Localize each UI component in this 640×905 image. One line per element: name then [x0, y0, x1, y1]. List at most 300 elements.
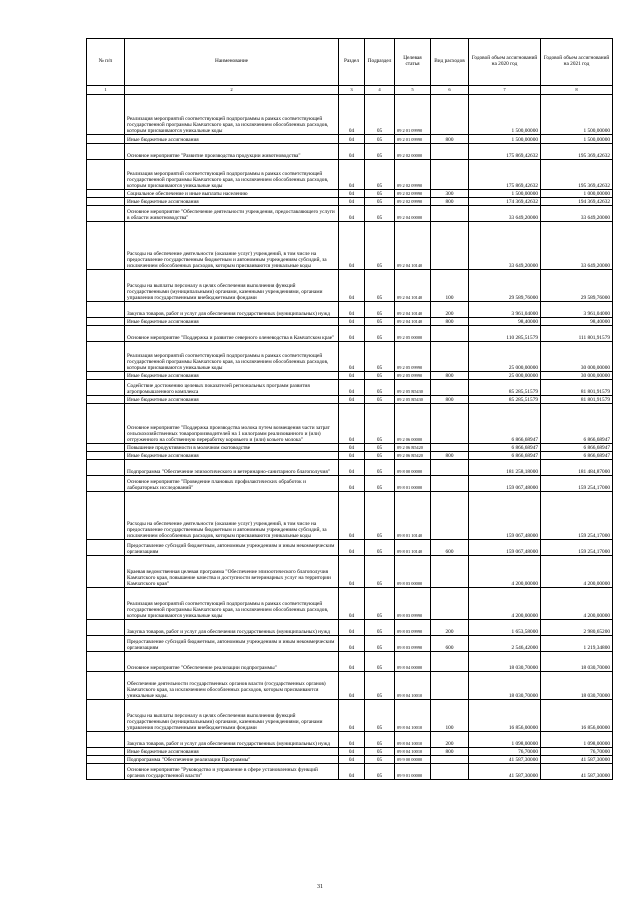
cell-csr: 09 2 05 R5430	[395, 380, 431, 396]
cell-razdel: 04	[339, 636, 365, 652]
cell-podrazdel: 05	[365, 380, 395, 396]
table-row	[87, 302, 613, 318]
table-row	[87, 318, 613, 326]
table-row	[87, 732, 613, 748]
cell-sum-2020: 159 067,48000	[469, 476, 541, 492]
cell-vr: 800	[431, 318, 469, 326]
cell-vr: 800	[431, 372, 469, 380]
cell-num	[87, 652, 125, 672]
cell-podrazdel: 05	[365, 135, 395, 144]
cell-sum-2020: 76,70000	[469, 748, 541, 756]
cell-name: Предоставление субсидий бюджетным, автономным учреждениям и иным некоммерческим организациям	[125, 636, 339, 652]
cell-csr: 09 8 04 10010	[395, 732, 431, 748]
cell-csr: 09 2 02 00000	[395, 144, 431, 160]
cell-podrazdel: 05	[365, 302, 395, 318]
cell-csr: 09 9 00 00000	[395, 756, 431, 764]
cell-podrazdel: 05	[365, 270, 395, 302]
cell-sum-2021: 16 856,00000	[541, 700, 613, 732]
cell-name: Иные бюджетные ассигнования	[125, 198, 339, 206]
cell-vr: 600	[431, 636, 469, 652]
cell-sum-2020: 98,40000	[469, 318, 541, 326]
cell-csr: 09 2 06 R5420	[395, 452, 431, 460]
table-row	[87, 222, 613, 270]
cell-razdel: 04	[339, 492, 365, 540]
cell-sum-2021: 6 866,68947	[541, 452, 613, 460]
cell-sum-2020: 18 030,70000	[469, 672, 541, 700]
cell-razdel: 04	[339, 620, 365, 636]
table-row	[87, 198, 613, 206]
cell-vr	[431, 588, 469, 620]
cell-sum-2020: 1 500,00000	[469, 190, 541, 198]
cell-csr: 09 2 05 09990	[395, 342, 431, 372]
cell-vr	[431, 206, 469, 222]
cell-name: Содействие достижению целевых показателей региональных программ развития агропромышленного комплекса	[125, 380, 339, 396]
cell-razdel: 04	[339, 396, 365, 404]
table-row	[87, 492, 613, 540]
header-row	[87, 39, 613, 86]
cell-podrazdel: 05	[365, 404, 395, 444]
cell-sum-2020: 1 098,00000	[469, 732, 541, 748]
cell-num	[87, 636, 125, 652]
cell-podrazdel: 05	[365, 700, 395, 732]
table-row	[87, 444, 613, 452]
table-row	[87, 460, 613, 476]
cell-razdel: 04	[339, 160, 365, 190]
cell-vr	[431, 222, 469, 270]
cell-name: Закупка товаров, работ и услуг для обеспечения государственных (муниципальных) нужд	[125, 302, 339, 318]
column-number: 8	[541, 86, 613, 95]
cell-razdel: 04	[339, 302, 365, 318]
cell-sum-2020: 41 587,30000	[469, 764, 541, 780]
cell-podrazdel: 05	[365, 190, 395, 198]
cell-sum-2021: 159 254,17000	[541, 540, 613, 556]
cell-vr	[431, 380, 469, 396]
cell-sum-2021: 181 484,87000	[541, 460, 613, 476]
cell-razdel: 04	[339, 700, 365, 732]
cell-csr: 09 2 02 09990	[395, 160, 431, 190]
cell-csr: 09 2 04 10140	[395, 318, 431, 326]
cell-sum-2020: 29 589,76000	[469, 270, 541, 302]
table-row	[87, 700, 613, 732]
table-row	[87, 160, 613, 190]
cell-razdel: 04	[339, 556, 365, 588]
cell-num	[87, 144, 125, 160]
cell-vr: 800	[431, 135, 469, 144]
cell-podrazdel: 05	[365, 326, 395, 342]
cell-sum-2021: 98,40000	[541, 318, 613, 326]
cell-sum-2020: 6 866,68947	[469, 404, 541, 444]
cell-sum-2021: 111 801,91579	[541, 326, 613, 342]
cell-vr	[431, 652, 469, 672]
cell-num	[87, 404, 125, 444]
cell-podrazdel: 05	[365, 620, 395, 636]
cell-vr	[431, 672, 469, 700]
cell-sum-2021: 194 369,42632	[541, 198, 613, 206]
cell-sum-2020: 175 869,42632	[469, 160, 541, 190]
header-num: № п/п	[87, 39, 125, 86]
cell-name: Расходы на выплаты персоналу в целях обеспечения выполнения функций государственными (муниципальными) органами, казенными учреждениями, органами управления государственными внебюджетными фондами	[125, 270, 339, 302]
cell-name: Реализация мероприятий соответствующей подпрограммы в рамках соответствующей государственной программы Камчатского края, за исключением обособленных расходов, которым присваиваются уникальные коды	[125, 342, 339, 372]
cell-sum-2020: 3 961,04000	[469, 302, 541, 318]
cell-podrazdel: 05	[365, 342, 395, 372]
table-body	[87, 95, 613, 780]
cell-sum-2020: 4 200,00000	[469, 588, 541, 620]
cell-csr: 09 2 04 00000	[395, 206, 431, 222]
cell-sum-2021: 33 649,20000	[541, 222, 613, 270]
cell-num	[87, 326, 125, 342]
cell-num	[87, 222, 125, 270]
cell-sum-2020: 6 866,68947	[469, 452, 541, 460]
table-row	[87, 326, 613, 342]
cell-vr	[431, 160, 469, 190]
cell-podrazdel: 05	[365, 444, 395, 452]
cell-num	[87, 135, 125, 144]
cell-vr: 800	[431, 452, 469, 460]
cell-podrazdel: 05	[365, 556, 395, 588]
table-row	[87, 620, 613, 636]
table-row	[87, 144, 613, 160]
cell-vr: 200	[431, 620, 469, 636]
cell-csr: 09 2 01 09990	[395, 95, 431, 135]
cell-name: Иные бюджетные ассигнования	[125, 452, 339, 460]
cell-razdel: 04	[339, 444, 365, 452]
cell-vr: 200	[431, 732, 469, 748]
cell-name: Предоставление субсидий бюджетным, автономным учреждениям и иным некоммерческим организациям	[125, 540, 339, 556]
header-csr: Целевая статья	[395, 39, 431, 86]
cell-podrazdel: 05	[365, 160, 395, 190]
cell-csr: 09 8 04 10010	[395, 748, 431, 756]
cell-sum-2020: 159 067,48000	[469, 540, 541, 556]
cell-name: Краевая ведомственная целевая программа "Обеспечение эпизоотического благополучия Камчатского края, повышение качества и доступности ветеринарных услуг на территории Камчатского края"	[125, 556, 339, 588]
cell-sum-2021: 1 098,00000	[541, 732, 613, 748]
column-number: 7	[469, 86, 541, 95]
column-number-row	[87, 86, 613, 95]
cell-num	[87, 556, 125, 588]
cell-csr: 09 8 03 09990	[395, 588, 431, 620]
cell-num	[87, 460, 125, 476]
cell-name: Основное мероприятие "Обеспечение реализации подпрограммы"	[125, 652, 339, 672]
cell-csr: 09 8 03 00000	[395, 556, 431, 588]
cell-podrazdel: 05	[365, 476, 395, 492]
cell-vr	[431, 492, 469, 540]
cell-razdel: 04	[339, 198, 365, 206]
cell-sum-2020: 18 030,70000	[469, 652, 541, 672]
table-row	[87, 556, 613, 588]
cell-podrazdel: 05	[365, 372, 395, 380]
budget-sheet	[86, 38, 612, 780]
cell-razdel: 04	[339, 135, 365, 144]
cell-sum-2020: 41 587,30000	[469, 756, 541, 764]
cell-csr: 09 8 03 09990	[395, 620, 431, 636]
cell-csr: 09 9 01 00000	[395, 764, 431, 780]
table-row	[87, 206, 613, 222]
cell-podrazdel: 05	[365, 588, 395, 620]
cell-sum-2021: 1 500,00000	[541, 135, 613, 144]
cell-sum-2021: 2 980,65200	[541, 620, 613, 636]
cell-name: Расходы на обеспечение деятельности (оказание услуг) учреждений, в том числе на предоставление государственным бюджетным и автономным учреждениям субсидий, за исключением обособленных расходов, которым присваиваются уникальные коды	[125, 492, 339, 540]
cell-sum-2020: 33 649,20000	[469, 222, 541, 270]
cell-sum-2021: 195 369,42632	[541, 144, 613, 160]
table-row	[87, 652, 613, 672]
cell-name: Основное мероприятие "Поддержка производства молока путем возмещения части затрат сельскохозяйственных товаропроизводителей на 1 килограмм реализованного и (или) отгруженного на собственную переработку коровьего и (или) козьего молока"	[125, 404, 339, 444]
table-row	[87, 756, 613, 764]
cell-sum-2021: 18 030,70000	[541, 672, 613, 700]
cell-podrazdel: 05	[365, 636, 395, 652]
cell-num	[87, 270, 125, 302]
cell-num	[87, 700, 125, 732]
cell-sum-2020: 174 369,42632	[469, 198, 541, 206]
cell-sum-2021: 30 000,00000	[541, 372, 613, 380]
cell-razdel: 04	[339, 326, 365, 342]
cell-num	[87, 206, 125, 222]
column-number: 4	[365, 86, 395, 95]
cell-name: Подпрограмма "Обеспечение реализации Программы"	[125, 756, 339, 764]
cell-name: Реализация мероприятий соответствующей подпрограммы в рамках соответствующей государственной программы Камчатского края, за исключением обособленных расходов, которым присваиваются уникальные коды	[125, 160, 339, 190]
column-number: 3	[339, 86, 365, 95]
cell-razdel: 04	[339, 380, 365, 396]
cell-razdel: 04	[339, 652, 365, 672]
cell-num	[87, 372, 125, 380]
cell-sum-2021: 1 500,00000	[541, 95, 613, 135]
cell-podrazdel: 05	[365, 460, 395, 476]
table-row	[87, 404, 613, 444]
cell-num	[87, 452, 125, 460]
cell-csr: 09 2 04 10140	[395, 270, 431, 302]
cell-num	[87, 160, 125, 190]
cell-sum-2021: 18 030,70000	[541, 652, 613, 672]
table-row	[87, 540, 613, 556]
cell-sum-2020: 1 500,00000	[469, 135, 541, 144]
cell-podrazdel: 05	[365, 452, 395, 460]
table-row	[87, 476, 613, 492]
cell-sum-2020: 1 500,00000	[469, 95, 541, 135]
cell-sum-2020: 181 258,18000	[469, 460, 541, 476]
cell-razdel: 04	[339, 372, 365, 380]
cell-name: Повышение продуктивности в молочном скотоводстве	[125, 444, 339, 452]
cell-sum-2020: 16 856,00000	[469, 700, 541, 732]
cell-csr: 09 8 01 00000	[395, 476, 431, 492]
cell-sum-2021: 3 961,04000	[541, 302, 613, 318]
cell-razdel: 04	[339, 270, 365, 302]
cell-razdel: 04	[339, 222, 365, 270]
cell-razdel: 04	[339, 95, 365, 135]
cell-num	[87, 672, 125, 700]
cell-razdel: 04	[339, 540, 365, 556]
cell-csr: 09 8 01 10140	[395, 492, 431, 540]
cell-num	[87, 764, 125, 780]
cell-name: Основное мероприятие "Поддержка и развитие северного оленеводства в Камчатском крае"	[125, 326, 339, 342]
cell-sum-2020: 85 285,51579	[469, 396, 541, 404]
cell-sum-2020: 110 285,51579	[469, 326, 541, 342]
cell-csr: 09 8 03 09990	[395, 636, 431, 652]
budget-table	[86, 38, 613, 780]
header-podrazdel: Подраздел	[365, 39, 395, 86]
header-name: Наименование	[125, 39, 339, 86]
cell-podrazdel: 05	[365, 756, 395, 764]
table-row	[87, 372, 613, 380]
cell-num	[87, 540, 125, 556]
cell-num	[87, 588, 125, 620]
cell-vr	[431, 764, 469, 780]
table-row	[87, 342, 613, 372]
table-row	[87, 672, 613, 700]
cell-num	[87, 492, 125, 540]
cell-num	[87, 198, 125, 206]
cell-razdel: 04	[339, 748, 365, 756]
cell-vr: 800	[431, 396, 469, 404]
cell-name: Реализация мероприятий соответствующей подпрограммы в рамках соответствующей государственной программы Камчатского края, за исключением обособленных расходов, которым присваиваются уникальные коды	[125, 95, 339, 135]
cell-sum-2021: 41 587,30000	[541, 756, 613, 764]
cell-sum-2021: 4 200,00000	[541, 588, 613, 620]
cell-csr: 09 2 01 09990	[395, 135, 431, 144]
cell-sum-2021: 81 801,91579	[541, 380, 613, 396]
cell-vr	[431, 556, 469, 588]
cell-razdel: 04	[339, 476, 365, 492]
cell-vr	[431, 404, 469, 444]
table-row	[87, 764, 613, 780]
cell-num	[87, 95, 125, 135]
cell-vr	[431, 144, 469, 160]
cell-num	[87, 444, 125, 452]
cell-sum-2021: 159 254,17000	[541, 476, 613, 492]
cell-vr	[431, 95, 469, 135]
cell-csr: 09 2 05 R5430	[395, 396, 431, 404]
cell-podrazdel: 05	[365, 206, 395, 222]
cell-sum-2021: 1 000,00000	[541, 190, 613, 198]
cell-sum-2021: 76,70000	[541, 748, 613, 756]
cell-podrazdel: 05	[365, 198, 395, 206]
header-razdel: Раздел	[339, 39, 365, 86]
cell-num	[87, 380, 125, 396]
cell-podrazdel: 05	[365, 748, 395, 756]
cell-sum-2021: 195 369,42632	[541, 160, 613, 190]
cell-csr: 09 2 02 09990	[395, 198, 431, 206]
cell-podrazdel: 05	[365, 318, 395, 326]
cell-sum-2021: 1 219,34800	[541, 636, 613, 652]
cell-razdel: 04	[339, 764, 365, 780]
cell-sum-2020: 1 653,58000	[469, 620, 541, 636]
cell-csr: 09 2 05 09990	[395, 372, 431, 380]
cell-vr: 600	[431, 540, 469, 556]
cell-sum-2020: 2 546,42000	[469, 636, 541, 652]
table-row	[87, 588, 613, 620]
table-row	[87, 95, 613, 135]
cell-sum-2021: 81 801,91579	[541, 396, 613, 404]
column-number: 6	[431, 86, 469, 95]
cell-name: Иные бюджетные ассигнования	[125, 318, 339, 326]
cell-num	[87, 318, 125, 326]
column-number: 2	[125, 86, 339, 95]
cell-csr: 09 2 06 00000	[395, 404, 431, 444]
cell-name: Иные бюджетные ассигнования	[125, 748, 339, 756]
cell-razdel: 04	[339, 144, 365, 160]
cell-razdel: 04	[339, 756, 365, 764]
cell-num	[87, 302, 125, 318]
cell-sum-2020: 4 200,00000	[469, 556, 541, 588]
table-row	[87, 380, 613, 396]
cell-vr: 100	[431, 700, 469, 732]
cell-vr: 200	[431, 302, 469, 318]
cell-razdel: 04	[339, 206, 365, 222]
cell-name: Основное мероприятие "Руководство и управление в сфере установленных функций органов государственной власти"	[125, 764, 339, 780]
cell-podrazdel: 05	[365, 672, 395, 700]
cell-sum-2020: 6 866,68947	[469, 444, 541, 452]
cell-razdel: 04	[339, 318, 365, 326]
cell-sum-2020: 25 000,00000	[469, 342, 541, 372]
cell-sum-2020: 25 000,00000	[469, 372, 541, 380]
cell-num	[87, 620, 125, 636]
cell-podrazdel: 05	[365, 732, 395, 748]
cell-vr	[431, 756, 469, 764]
cell-razdel: 04	[339, 588, 365, 620]
cell-sum-2020: 175 869,42632	[469, 144, 541, 160]
cell-csr: 09 8 00 00000	[395, 460, 431, 476]
cell-razdel: 04	[339, 732, 365, 748]
cell-sum-2021: 6 866,68947	[541, 444, 613, 452]
cell-vr	[431, 444, 469, 452]
cell-num	[87, 342, 125, 372]
cell-podrazdel: 05	[365, 540, 395, 556]
cell-sum-2021: 159 254,17000	[541, 492, 613, 540]
cell-sum-2021: 4 200,00000	[541, 556, 613, 588]
cell-name: Обеспечение деятельности государственных органов власти (государственных органов) Камчатского края, за исключением обособленных расходов, которым присваиваются уникальные коды.	[125, 672, 339, 700]
cell-vr: 800	[431, 748, 469, 756]
cell-name: Иные бюджетные ассигнования	[125, 372, 339, 380]
cell-podrazdel: 05	[365, 396, 395, 404]
cell-vr: 800	[431, 198, 469, 206]
cell-name: Иные бюджетные ассигнования	[125, 135, 339, 144]
table-row	[87, 636, 613, 652]
cell-csr: 09 2 06 R5420	[395, 444, 431, 452]
cell-name: Реализация мероприятий соответствующей подпрограммы в рамках соответствующей государственной программы Камчатского края, за исключением обособленных расходов, которым присваиваются уникальные коды	[125, 588, 339, 620]
column-number: 1	[87, 86, 125, 95]
cell-vr	[431, 460, 469, 476]
cell-razdel: 04	[339, 452, 365, 460]
cell-razdel: 04	[339, 404, 365, 444]
cell-num	[87, 396, 125, 404]
header-vr: Вид расходов	[431, 39, 469, 86]
cell-vr	[431, 342, 469, 372]
cell-podrazdel: 05	[365, 222, 395, 270]
cell-vr	[431, 326, 469, 342]
cell-name: Иные бюджетные ассигнования	[125, 396, 339, 404]
cell-razdel: 04	[339, 460, 365, 476]
table-row	[87, 190, 613, 198]
cell-razdel: 04	[339, 342, 365, 372]
column-number: 5	[395, 86, 431, 95]
cell-num	[87, 748, 125, 756]
header-sum-2020: Годовой объем ассигнований на 2020 год	[469, 39, 541, 86]
cell-sum-2020: 33 649,20000	[469, 206, 541, 222]
cell-csr: 09 2 04 10140	[395, 222, 431, 270]
cell-vr: 300	[431, 190, 469, 198]
cell-csr: 09 2 04 10140	[395, 302, 431, 318]
cell-name: Социальное обеспечение и иные выплаты населению	[125, 190, 339, 198]
cell-podrazdel: 05	[365, 144, 395, 160]
cell-num	[87, 190, 125, 198]
cell-csr: 09 2 02 09990	[395, 190, 431, 198]
cell-csr: 09 8 01 10140	[395, 540, 431, 556]
cell-name: Основное мероприятие "Проведение плановых профилактических обработок и лабораторных исследований"	[125, 476, 339, 492]
cell-podrazdel: 05	[365, 652, 395, 672]
table-row	[87, 135, 613, 144]
cell-podrazdel: 05	[365, 95, 395, 135]
cell-sum-2021: 30 000,00000	[541, 342, 613, 372]
cell-name: Основное мероприятие "Развитие производства продукции животноводства"	[125, 144, 339, 160]
cell-csr: 09 8 04 10010	[395, 700, 431, 732]
cell-podrazdel: 05	[365, 492, 395, 540]
cell-name: Подпрограмма "Обеспечение эпизоотического и ветеринарно-санитарного благополучия"	[125, 460, 339, 476]
